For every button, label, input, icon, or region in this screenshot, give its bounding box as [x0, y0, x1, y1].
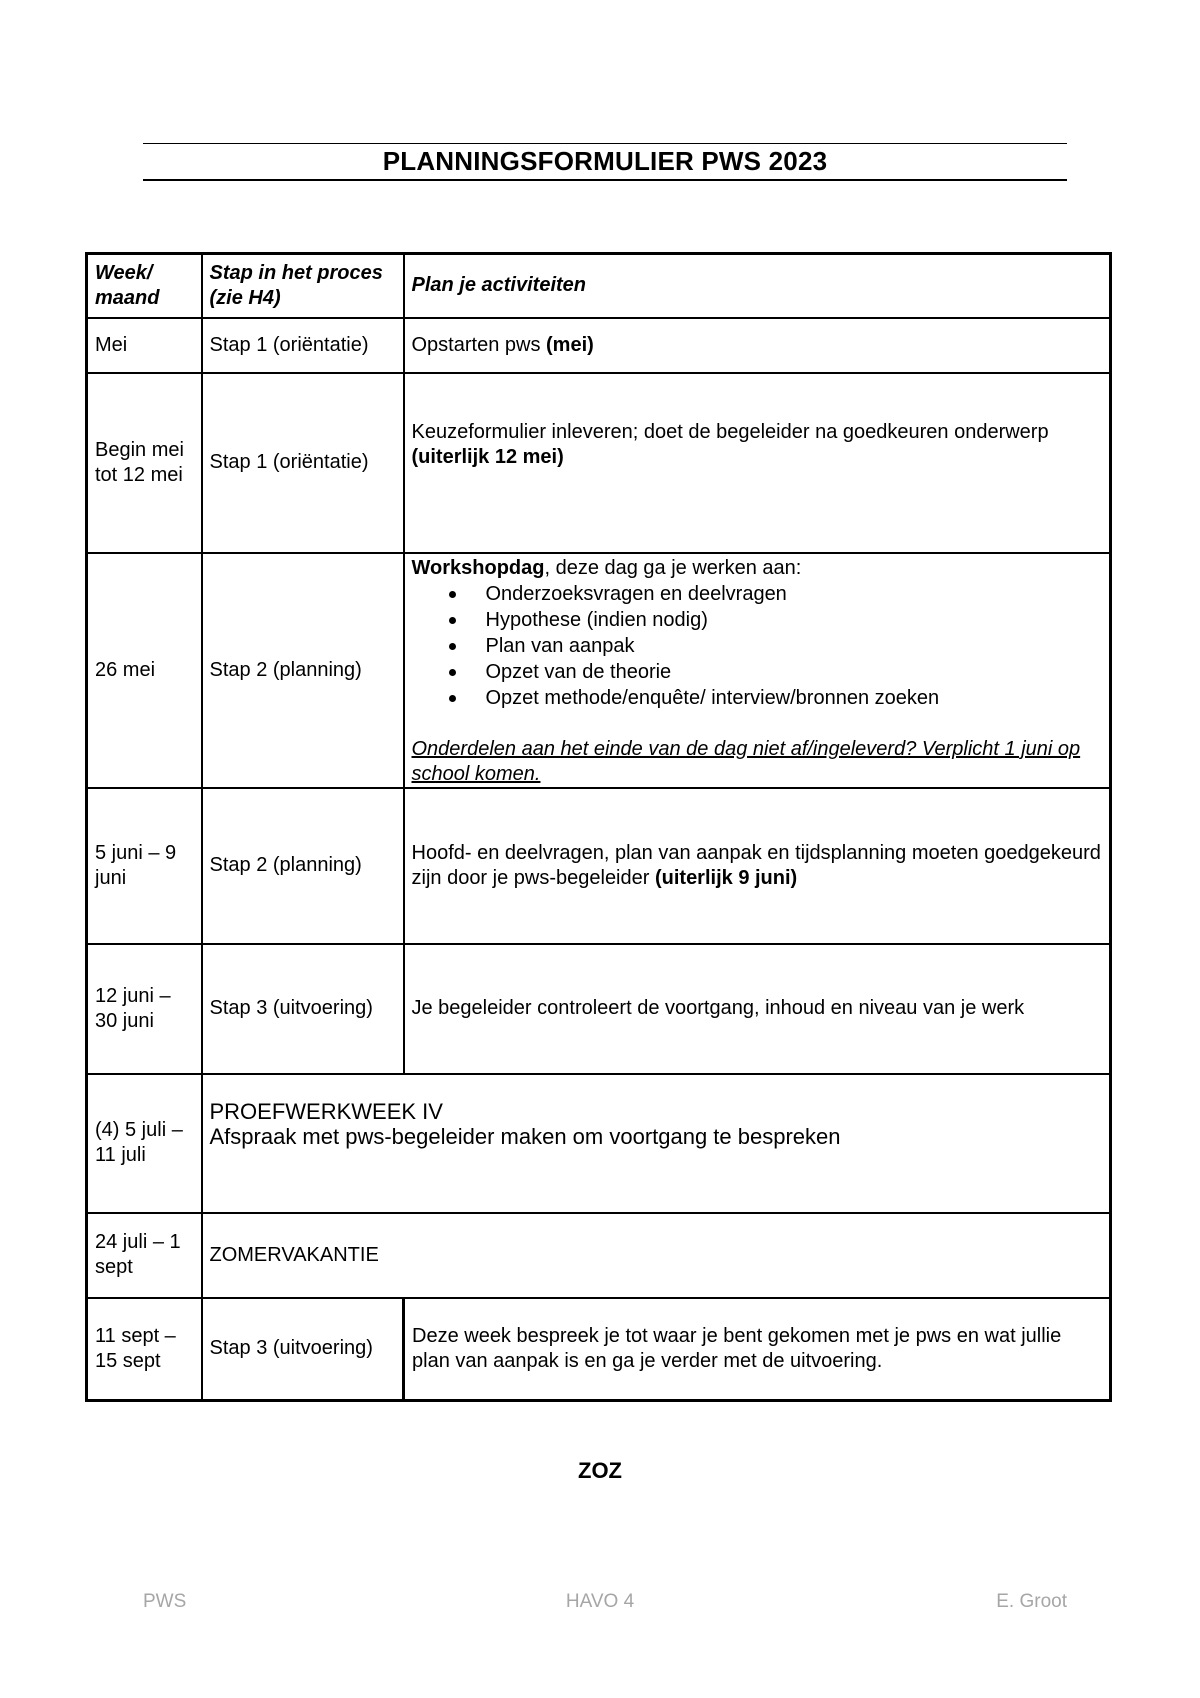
plan-deadline: (uiterlijk 9 juni) [654, 866, 798, 889]
week-cell: 12 juni – 30 juni [87, 944, 202, 1074]
table-row [87, 553, 1111, 788]
stap-cell: Stap 3 (uitvoering) [202, 944, 404, 1074]
stap-cell: Stap 1 (oriëntatie) [202, 318, 404, 373]
activity-list [412, 581, 1102, 711]
table-row [87, 1074, 1111, 1213]
list-item: Hypothese (indien nodig) [486, 607, 1102, 633]
week-cell: 5 juni – 9 juni [87, 788, 202, 944]
plan-deadline: (uiterlijk 12 mei) [411, 445, 564, 468]
page-title: PLANNINGSFORMULIER PWS 2023 [382, 146, 828, 176]
table-row [87, 1298, 1111, 1401]
stap-cell: Stap 2 (planning) [202, 788, 404, 944]
table-row [87, 1213, 1111, 1298]
footer-right: E. Groot [996, 1591, 1067, 1612]
table-row [87, 373, 1111, 553]
plan-text: , deze dag ga je werken aan: [544, 556, 802, 579]
header-week: Week/ maand [87, 254, 202, 318]
plan-deadline: (mei) [546, 333, 594, 356]
plan-text: Keuzeformulier inleveren; doet de begeleider na goedkeuren onderwerp [411, 420, 1049, 443]
week-cell: (4) 5 juli – 11 juli [87, 1074, 202, 1213]
title-block [143, 143, 1067, 181]
header-plan: Plan je activiteiten [404, 254, 1111, 318]
week-cell: 24 juli – 1 sept [87, 1213, 202, 1298]
footer-center: HAVO 4 [565, 1591, 635, 1612]
plan-lead: Workshopdag [411, 556, 545, 579]
header-row [87, 254, 1111, 318]
plan-intro [412, 556, 1102, 581]
plan-cell: Je begeleider controleert de voortgang, inhoud en niveau van je werk [404, 944, 1111, 1074]
table-row [87, 318, 1111, 373]
exam-week-note: Afspraak met pws-begeleider maken om voortgang te bespreken [209, 1123, 841, 1149]
planning-table [85, 252, 1112, 1402]
week-cell: Begin mei tot 12 mei [87, 373, 202, 553]
stap-cell: Stap 2 (planning) [202, 553, 404, 788]
plan-text: Opstarten pws [411, 333, 547, 356]
list-item: Plan van aanpak [486, 633, 1102, 659]
footer-left: PWS [143, 1591, 187, 1612]
week-cell: 26 mei [87, 553, 202, 788]
workshop-note: Onderdelen aan het einde van de dag niet af/ingeleverd? Verplicht 1 juni op school komen. [411, 737, 1081, 785]
plan-cell: Deze week bespreek je tot waar je bent gekomen met je pws en wat jullie plan van aanpak is en ga je verder met de uitvoering. [404, 1298, 1111, 1401]
merged-cell: ZOMERVAKANTIE [202, 1213, 1111, 1298]
plan-cell [404, 373, 1111, 553]
stap-cell: Stap 1 (oriëntatie) [202, 373, 404, 553]
plan-text: Hoofd- en deelvragen, plan van aanpak en tijdsplanning moeten goedgekeurd zijn door je pws-begeleider [411, 841, 1101, 889]
table-row [87, 944, 1111, 1074]
merged-cell [202, 1074, 1111, 1213]
table-row [87, 788, 1111, 944]
plan-cell [404, 318, 1111, 373]
exam-week-label: PROEFWERKWEEK IV [209, 1098, 443, 1124]
zoz-label: ZOZ [578, 1458, 622, 1483]
week-cell: 11 sept – 15 sept [87, 1298, 202, 1401]
header-stap: Stap in het proces (zie H4) [202, 254, 404, 318]
plan-cell [404, 788, 1111, 944]
list-item: Onderzoeksvragen en deelvragen [486, 581, 1102, 607]
plan-cell [404, 553, 1111, 788]
list-item: Opzet methode/enquête/ interview/bronnen zoeken [486, 685, 1102, 711]
week-cell: Mei [87, 318, 202, 373]
stap-cell: Stap 3 (uitvoering) [202, 1298, 404, 1401]
list-item: Opzet van de theorie [486, 659, 1102, 685]
